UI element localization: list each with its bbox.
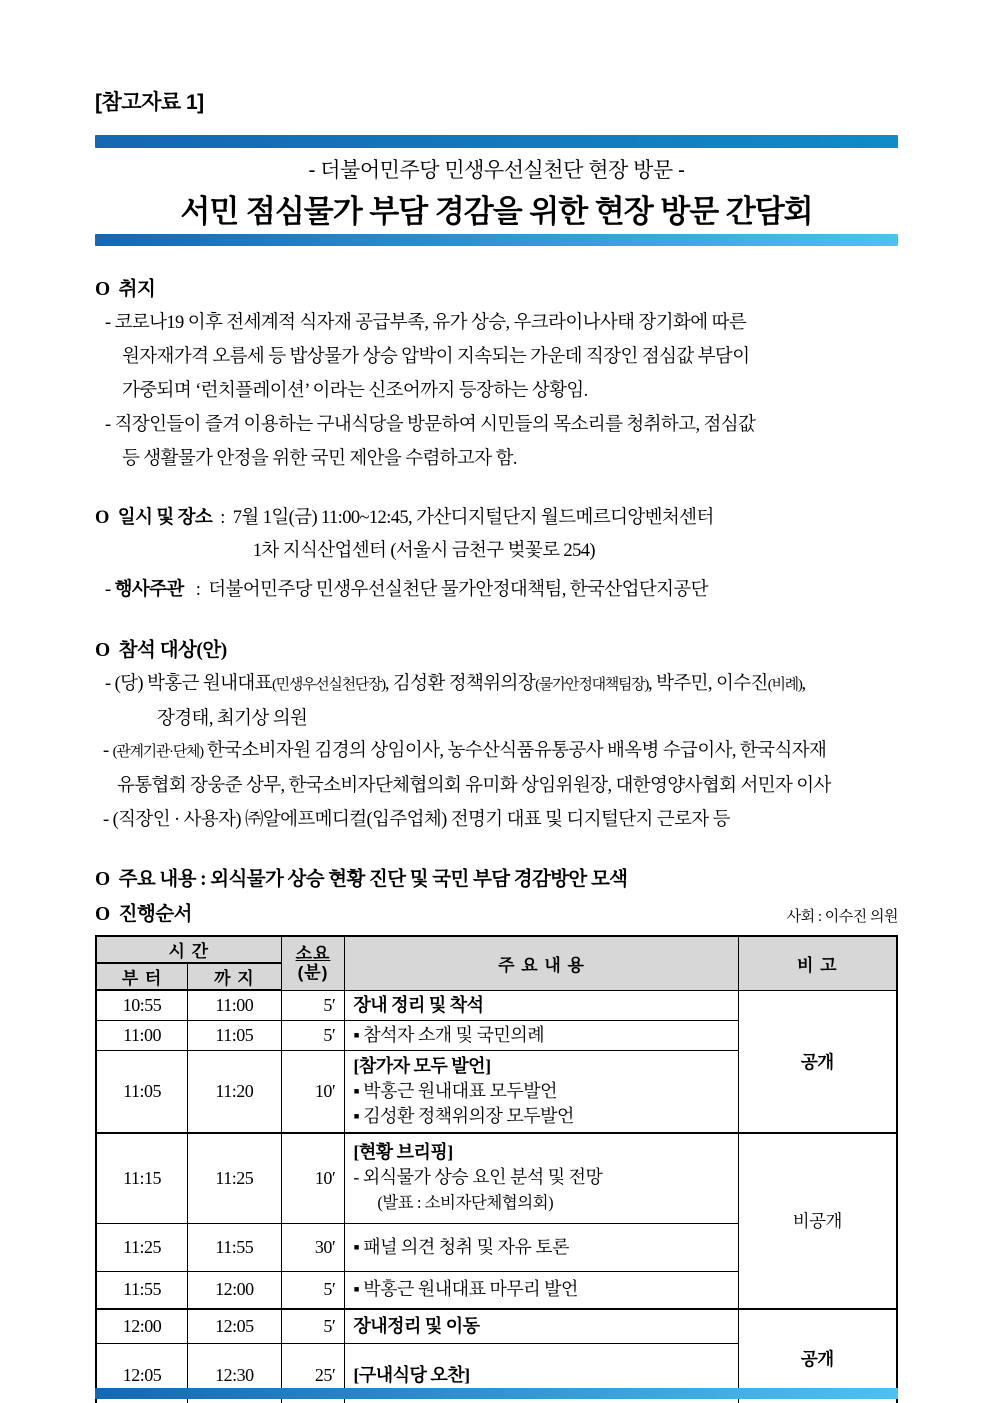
note-private: 비공개 — [738, 1133, 897, 1310]
section-marker: O — [95, 279, 110, 300]
header-duration: 소요 (분) — [281, 936, 345, 990]
table-row: 12:05 12:30 25′ [구내식당 오찬] — [96, 1343, 897, 1403]
attendee-item-orgs: - (관계기관·단체) 한국소비자원 김경의 상임이사, 농수산식품유통공사 배옥병 수급이사, 한국식자재 유통협회 장웅준 상무, 한국소비자단체협의회 유미화 상임위원장, 대한영양사협회 서민자 이사 — [103, 741, 831, 796]
when-where-value: 7월 1일(금) 11:00~12:45, 가산디지털단지 월드메르디앙벤처센터 1차 지식산업센터 (서울시 금천구 벚꽃로 254) — [232, 508, 714, 561]
table-row: 11:15 11:25 10′ [현황 브리핑] - 외식물가 상승 요인 분석 및 전망 (발표 : 소비자단체협의회) 비공개 — [96, 1133, 897, 1224]
section-marker: O — [95, 869, 110, 890]
purpose-item-1: - 코로나19 이후 전세계적 식자재 공급부족, 유가 상승, 우크라이나사태 장기화에 따른 원자재가격 오름세 등 밥상물가 상승 압박이 지속되는 가운데 직장인 점심값 부담이 가중되며 ‘런치플레이션’ 이라는 신조어까지 등장하는 상황임. — [105, 313, 750, 401]
section-main-topic: O 주요 내용 : 외식물가 상승 현황 진단 및 국민 부담 경감방안 모색 — [95, 869, 628, 890]
table-row: 10:55 11:00 5′ 장내 정리 및 착석 공개 — [96, 990, 897, 1020]
purpose-item-2: - 직장인들이 즐겨 이용하는 구내식당을 방문하여 시민들의 목소리를 청취하고, 점심값 등 생활물가 안정을 위한 국민 제안을 수렴하고자 함. — [105, 415, 756, 469]
header-content: 주 요 내 용 — [345, 936, 738, 990]
header-from: 부 터 — [96, 963, 188, 990]
header-time: 시 간 — [96, 936, 281, 963]
section-purpose — [95, 273, 898, 475]
header-bar-bottom — [95, 234, 898, 246]
page-title: 서민 점심물가 부담 경감을 위한 현장 방문 간담회 — [180, 194, 813, 229]
table-row: 11:00 11:05 5′ ▪ 참석자 소개 및 국민의례 — [96, 1020, 897, 1050]
section-attendees-heading: O 참석 대상(안) — [95, 640, 227, 661]
note-public-2: 공개 — [738, 1309, 897, 1403]
section-marker: O — [95, 508, 109, 528]
header-to: 까 지 — [188, 963, 282, 990]
section-marker: O — [95, 904, 110, 925]
moderator-label: 사회 : 이수진 의원 — [786, 909, 898, 925]
attendee-item-party: - (당) 박홍근 원내대표(민생우선실천단장), 김성환 정책위의장(물가안정대책팀장), 박주민, 이수진(비례), 장경태, 최기상 의원 — [105, 674, 806, 729]
table-row: 11:25 11:55 30′ ▪ 패널 의견 청취 및 자유 토론 — [96, 1223, 897, 1271]
section-order — [95, 898, 898, 926]
section-when-where: O 일시 및 장소 : 7월 1일(금) 11:00~12:45, 가산디지털단지 월드메르디앙벤처센터 1차 지식산업센터 (서울시 금천구 벚꽃로 254) - 행사주관 : 더불어민주당 민생우선실천단 물가안정대책팀, 한국산업단지공단 — [95, 502, 898, 607]
note-public-1: 공개 — [738, 990, 897, 1133]
host-label: 행사주관 — [114, 580, 184, 600]
table-row: 11:05 11:20 10′ [참가자 모두 발언] ▪ 박홍근 원내대표 모두발언 ▪ 김성환 정책위의장 모두발언 — [96, 1050, 897, 1133]
order-heading: O 진행순서 — [95, 904, 193, 925]
header-note: 비 고 — [738, 936, 897, 990]
section-attendees — [95, 634, 898, 836]
attendee-item-workers: - (직장인 · 사용자) ㈜알에프메디컬(입주업체) 전명기 대표 및 디지털단지 근로자 등 — [103, 810, 730, 830]
subtitle: - 더불어민주당 민생우선실천단 현장 방문 - — [308, 159, 685, 182]
table-row: 11:55 12:00 5′ ▪ 박홍근 원내대표 마무리 발언 — [96, 1271, 897, 1309]
host-row: - 행사주관 : 더불어민주당 민생우선실천단 물가안정대책팀, 한국산업단지공단 — [105, 580, 708, 600]
reference-label: [참고자료 1] — [95, 91, 204, 114]
section-marker: O — [95, 640, 110, 661]
table-row: 12:00 12:05 5′ 장내정리 및 이동 공개 — [96, 1309, 897, 1343]
schedule-table — [95, 935, 898, 1403]
host-value: 더불어민주당 민생우선실천단 물가안정대책팀, 한국산업단지공단 — [208, 580, 708, 600]
header-bar-top — [95, 135, 898, 148]
when-where-label: 일시 및 장소 — [117, 508, 213, 528]
footer-bar — [95, 1388, 898, 1399]
section-purpose-heading: O 취지 — [95, 279, 156, 300]
